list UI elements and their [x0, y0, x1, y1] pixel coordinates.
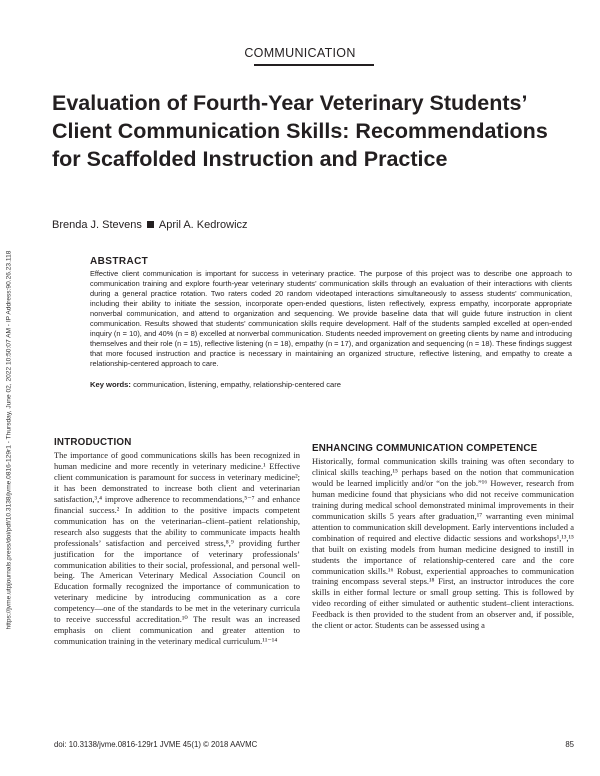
- author-name: April A. Kedrowicz: [158, 219, 248, 231]
- download-watermark-text: https://jvme.utpjournals.press/doi/pdf/10.3138/jvme.0816-129r1 - Thursday, June 02, 2022 10:50:07 AM - IP Address:90.26.23.118: [5, 250, 13, 630]
- left-column: [54, 437, 300, 647]
- right-column: [312, 443, 574, 631]
- enhancing-text: Historically, formal communication skills training was often secondary to clinical skills teaching,¹⁵ perhaps based on the notion that communication would be learned implicitly and/or “on the job.”¹⁶ However, research from human medicine found that physicians who did not receive communication training during medical school demonstrated minimal improvements in their communication skills 5 years after graduation,¹⁷ warranting even minimal attention to communication skill development. Early interventions included a combination of required and elective didactic sessions and workshops¹,¹³,¹⁵ that built on existing models from human medicine designed to instill in students the importance of relationship-centered care and the core communication skills.¹⁶ Robust, experiential approaches to communication training encompass several steps.¹⁸ First, an instructor introduces the core skills in either formal lecture or small group setting. This is followed by video recording of either simulated or authentic student–client interactions. Feedback is then provided to the student from an observer and, if possible, the client or actor. Students can be assessed using a: [312, 456, 574, 631]
- keywords-label: Key words:: [90, 380, 131, 389]
- section-rule: [254, 64, 374, 66]
- section-label: COMMUNICATION: [244, 46, 356, 60]
- keywords: [90, 380, 572, 389]
- footer-citation: doi: 10.3138/jvme.0816-129r1 JVME 45(1) © 2018 AAVMC: [54, 740, 258, 749]
- abstract-text: Effective client communication is important for success in veterinary practice. The purpose of this project was to describe one approach to communication training and explore fourth-year veterinary students’ communication skills through an evaluation of their interactions with clients during a general practice rotation. Two raters coded 20 random videotaped interactions simultaneously to assess students’ communication, including their ability to initiate the session, incorporate open-ended questions, listen reflectively, express empathy, incorporate appropriate nonverbal communication, and attend to organization and sequencing. We provide baseline data that will guide future instruction in client communication. Results showed that students’ communication skills require development. Half of the students sampled excelled at open-ended inquiry (n = 10), and 40% (n = 8) excelled at nonverbal communication. Students needed improvement on greeting clients by name and introducing themselves and their role (n = 15), reflective listening (n = 18), empathy (n = 17), and organization and sequencing (n = 18). These findings suggest that more focused instruction and practice is necessary in maintaining an organized structure, reflective listening, and empathy to create a relationship-centered approach to care.: [90, 269, 572, 369]
- abstract-heading: ABSTRACT: [90, 256, 149, 267]
- enhancing-heading: ENHANCING COMMUNICATION COMPETENCE: [312, 443, 538, 454]
- download-watermark: [2, 160, 16, 720]
- page-number: 85: [565, 740, 574, 749]
- introduction-text: The importance of good communications skills has been recognized in human medicine and more recently in veterinary medicine.¹ Effective client communication is paramount for success in veterinary medicine²; it has been demonstrated to increase both client and veterinarian satisfaction,³,⁴ improve adherence to recommendations,⁵⁻⁷ and enhance financial success.² In addition to the positive impacts competent communication has on the veterinarian–client–patient relationship, research also suggests that the ability to communicate impacts health professionals’ satisfaction and perceived stress,⁸,⁹ providing further justification for the importance of veterinary professionals’ communication abilities to their social, professional, and personal well-being. The American Veterinary Medical Association Council on Education formally recognized the importance of communication to veterinary medicine by introducing communication as a core competency—one of the standards to be met in the veterinary curricula to receive successful accreditation.¹⁰ The result was an increased emphasis on client communication and greater attention to communication training in the veterinary medical curriculum.¹¹⁻¹⁴: [54, 450, 300, 647]
- author-name: Brenda J. Stevens: [52, 219, 142, 231]
- keywords-text: communication, listening, empathy, relationship-centered care: [133, 380, 342, 389]
- author-list: [52, 219, 248, 231]
- introduction-heading: INTRODUCTION: [54, 437, 132, 448]
- article-title: Evaluation of Fourth-Year Veterinary Students’ Client Communication Skills: Recommendations for Scaffolded Instruction and Practice: [52, 91, 548, 171]
- abstract-block: [90, 256, 572, 369]
- author-separator: [147, 221, 154, 228]
